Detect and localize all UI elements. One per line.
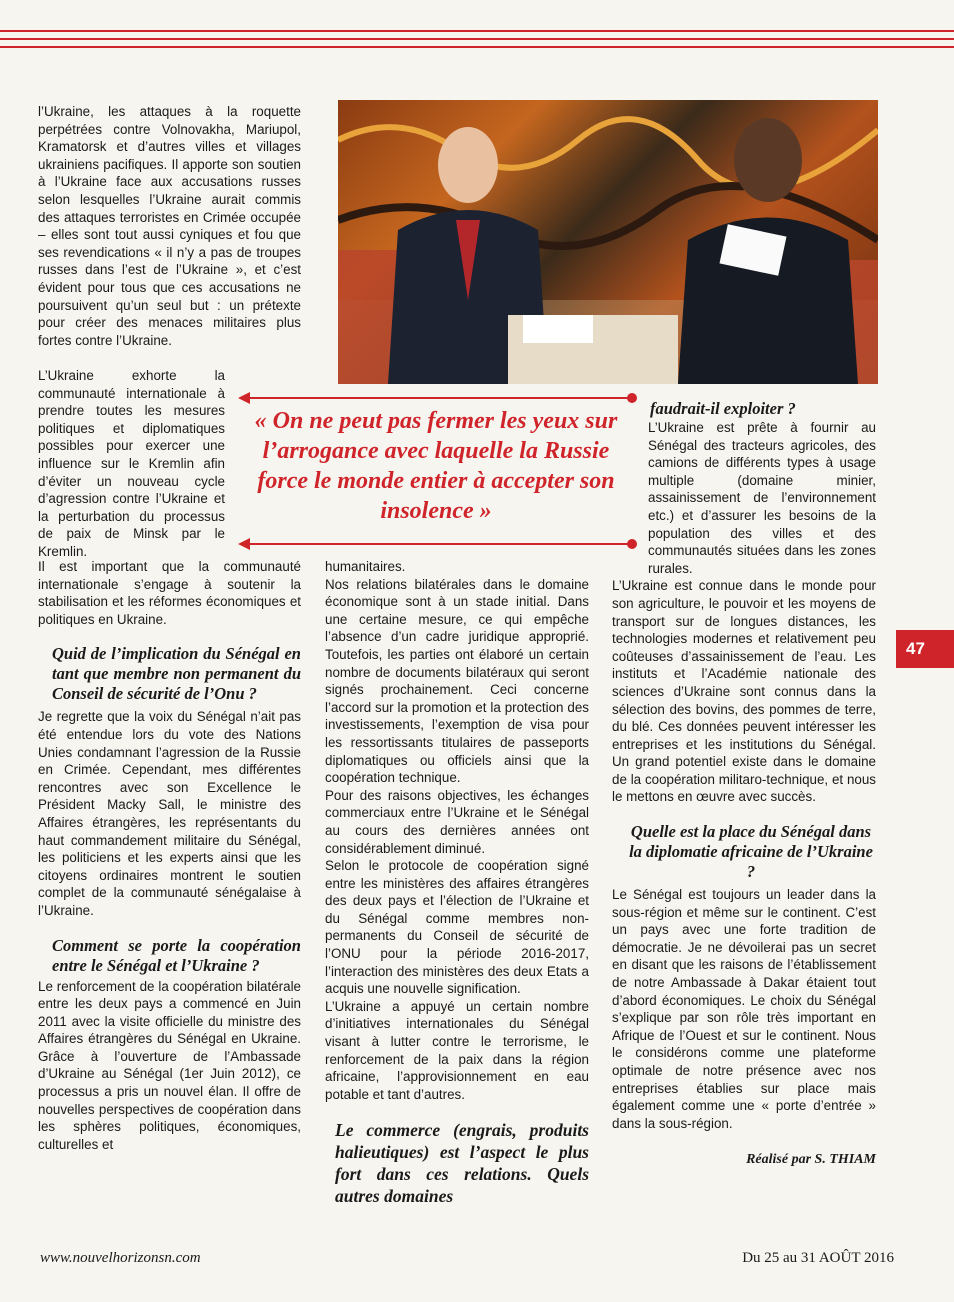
pullquote-arrow-bottom (250, 543, 630, 545)
question-heading: Quelle est la place du Sénégal dans la diplomatie africaine de l’Ukraine ? (629, 822, 873, 882)
paragraph: L’Ukraine exhorte la communauté internationale à prendre toutes les mesures politiques et diplomatiques possibles pour exercer une influence sur le Kremlin afin d’éviter un nouveau cycle d’agression contre l’Ukraine et la perturbation du processus de paix de Minsk par le Kremlin. (38, 368, 225, 559)
paragraph: Le renforcement de la coopération bilatérale entre les deux pays a commencé en Juin 2011 avec la visite officielle du ministre des Affaires étrangères du Sénégal en Ukraine. Grâce à l’ouverture de l’Ambassade d’Ukraine au Sénégal (1er Juin 2012), ce processus a pris un nouvel élan. Il offre de nouvelles perspectives de coopération dans les sphères politiques, économiques, culturelles et (38, 978, 301, 1152)
header-rule (0, 38, 954, 40)
pullquote-arrow-top (250, 397, 630, 399)
footer-website[interactable]: www.nouvelhorizonsn.com (40, 1250, 201, 1266)
arrow-head-left (238, 392, 250, 404)
paragraph: Je regrette que la voix du Sénégal n’ait pas été entendue lors du vote des Nations Unies condamnant l’agression de la Russie en Crimée. Cependant, mes différentes rencontres avec son Excellence le Président Macky Sall, le ministre des Affaires étrangères, les représentants du haut commandement militaire du Sénégal, les politiciens et les experts ainsi que les citoyens ordinaires montrent le soutien complet de la communauté sénégalaise à l’Ukraine. (38, 709, 301, 918)
column-3 (612, 399, 876, 1170)
question-heading: Quid de l’implication du Sénégal en tant que membre non permanent du Conseil de sécurité de l’Onu ? (52, 644, 301, 704)
question-heading: faudrait-il exploiter ? (650, 399, 796, 418)
question-heading: Comment se porte la coopération entre le Sénégal et l’Ukraine ? (52, 935, 301, 975)
paragraph: l’Ukraine, les attaques à la roquette perpétrées contre Volnovakha, Mariupol, Kramatorsk et d’autres villes et villages ukrainiens pacifiques. Il apporte son soutien à l’Ukraine face aux accusations russes selon lesquelles l’Ukraine aurait commis des attaques terroristes en Crimée occupée – elles sont tout aussi cyniques et fou que ses revendications « il n’y a pas de troupes russes dans l’est de l’Ukraine », et c’est évident pour tous que ces accusations ne poursuivent qu’un seul but : un prétexte pour créer des menaces militaires plus fortes contre l’Ukraine. (38, 104, 301, 348)
paragraph: Selon le protocole de coopération signé entre les ministères des affaires étrangères des deux pays et l’élection de l’Ukraine et du Sénégal comme membres non-permanents du Conseil de sécurité de l’ONU pour la période 2016-2017, l’interaction des ministères des deux Etats a acquis une nouvelle signification. (325, 858, 589, 997)
article-photo (338, 100, 878, 384)
paragraph: L’Ukraine est prête à fournir au Sénégal des tracteurs agricoles, des camions de différents types à usage multiple (domaine minier, assainissement de l’environnement etc.) et d’assurer les besoins de la population des villes et des communautés situées dans les zones rurales. (648, 420, 876, 576)
footer-date: Du 25 au 31 AOÛT 2016 (742, 1250, 894, 1266)
page-number-tab: 47 (896, 630, 954, 668)
arrow-head-left (238, 538, 250, 550)
paragraph: L’Ukraine a appuyé un certain nombre d’initiatives internationales du Sénégal visant à lutter contre le terrorisme, le renforcement de la paix dans la région africaine, l’approvisionnement en eau potable et tant d’autres. (325, 998, 589, 1102)
column-1-bottom (38, 558, 301, 1153)
photo-illustration (338, 100, 878, 384)
question-heading: Le commerce (engrais, produits halieutiques) est l’aspect le plus fort dans ces relations. Quels autres domaines (335, 1120, 589, 1207)
paragraph: Il est important que la communauté internationale s’engage à soutenir la stabilisation et les réformes économiques et politiques en Ukraine. (38, 559, 301, 627)
paragraph: humanitaires. (325, 559, 406, 574)
column-1-middle (38, 367, 225, 561)
paragraph: Le Sénégal est toujours un leader dans la sous-région et même sur le continent. C’est un pays avec une forte tradition de démocratie. Je ne dévoilerai pas un secret en disant que les raisons de l’établissement de notre Ambassade à Dakar étaient tout d’abord économiques. Le choix du Sénégal s’explique par son rôle très important en Afrique de l’Ouest et sur le continent. Nous le considérons comme une plateforme optimale de notre présence avec nos entreprises établies sur place mais également comme une « porte d’entrée » dans la sous-région. (612, 887, 876, 1131)
header-rule (0, 46, 954, 48)
paragraph: Nos relations bilatérales dans le domaine économique sont à un stade initial. Dans une certaine mesure, ce qui empêche l’absence d’un cadre juridique approprié. Toutefois, les parties ont élaboré un certain nombre de documents bilatéraux qui seront signés prochainement. Ceci concerne l’accord sur la promotion et la protection des investissements, l’exemption de visa pour les ressortissants titulaires de passeports diplomatiques ou officiels ainsi que la coopération technique. (325, 576, 589, 786)
paragraph: L’Ukraine est connue dans le monde pour son agriculture, le pouvoir et les moyens de transport sur de longues distances, les technologies modernes et relativement peu coûteuses d’assainissement de l’eau. Les instituts et l’Académie nationale des sciences d’Ukraine sont connus dans la sélection des bovins, des pommes de terre, du blé. Ces données peuvent intéresser les entreprises et les institutions du Sénégal. Un grand potentiel existe dans le domaine de la coopération militaro-technique, et nous le mettons en œuvre avec succès. (612, 578, 876, 805)
signature: Réalisé par S. THIAM (746, 1152, 876, 1168)
header-rule (0, 30, 954, 32)
paragraph: Pour des raisons objectives, les échanges commerciaux entre l’Ukraine et le Sénégal au cours des dernières années ont considérablement diminué. (325, 787, 589, 856)
column-2 (325, 558, 589, 1207)
pullquote: « On ne peut pas fermer les yeux sur l’arrogance avec laquelle la Russie force le monde entier à accepter son insolence » (254, 408, 618, 524)
column-1-top (38, 103, 301, 349)
